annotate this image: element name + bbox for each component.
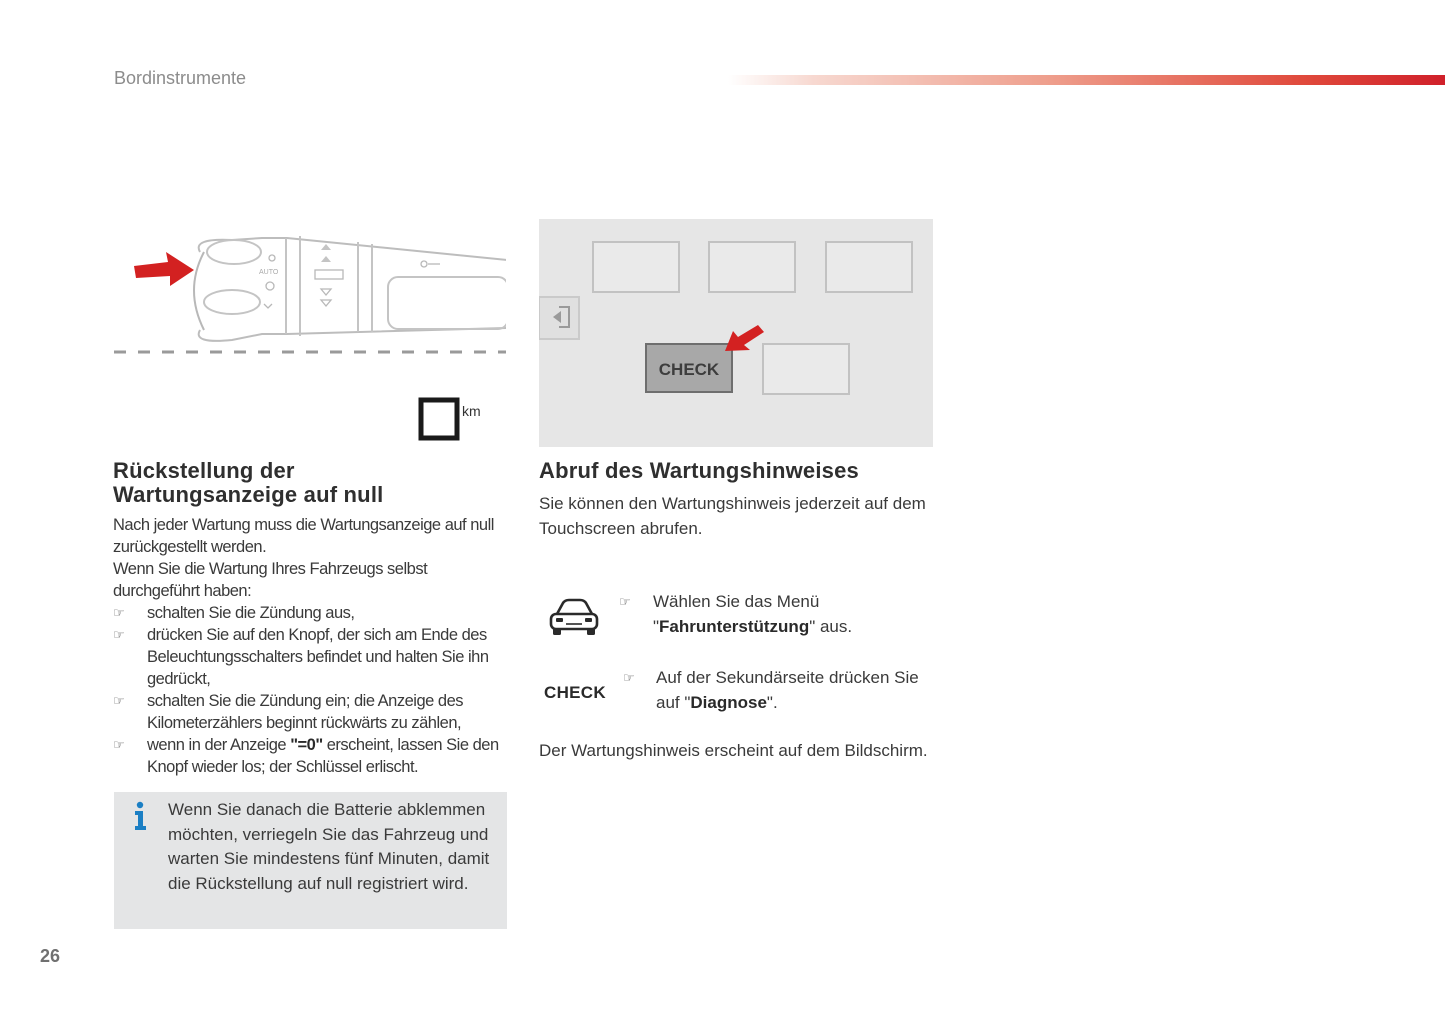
lighting-stalk-illustration: [112, 232, 506, 360]
pointing-hand-icon: ☞: [113, 693, 125, 708]
page-number: 26: [40, 946, 61, 966]
query-step-1: [653, 590, 933, 639]
list-item: [113, 734, 513, 778]
query-result: Der Wartungshinweis erscheint auf dem Bildschirm.: [539, 741, 928, 760]
header-title: Bordinstrumente: [114, 68, 247, 88]
stalk-auto-label: AUTO: [259, 269, 279, 276]
query-intro: Sie können den Wartungshinweis jederzeit auf dem Touchscreen abrufen.: [539, 494, 926, 538]
reset-steps-list: [113, 602, 513, 778]
query-section-heading: Abruf des Wartungshinweises: [539, 458, 859, 483]
pointing-hand-icon: ☞: [623, 670, 635, 685]
list-item: [113, 690, 513, 734]
query-step-1-bold: Fahrunterstützung: [659, 616, 810, 636]
pointing-hand-icon: ☞: [619, 594, 631, 609]
check-button-illustration: [646, 344, 732, 392]
odometer-unit: km: [462, 403, 481, 419]
reset-intro-1: Nach jeder Wartung muss die Wartungsanzeige auf null zurückgestellt werden.: [113, 516, 494, 556]
query-step-2-after: ".: [766, 692, 778, 712]
query-step-1-after: " aus.: [809, 616, 853, 636]
car-icon: [547, 598, 601, 638]
list-item: [113, 602, 513, 624]
reset-step-4-before: wenn in der Anzeige: [147, 736, 291, 754]
pointing-hand-icon: ☞: [113, 605, 125, 620]
reset-intro-2: Wenn Sie die Wartung Ihres Fahrzeugs selbst durchgeführt haben:: [113, 560, 428, 600]
reset-heading-line1: Rückstellung der: [113, 458, 295, 483]
check-button-label: CHECK: [658, 360, 720, 379]
info-box: [114, 792, 507, 929]
header-accent-bar: [728, 75, 1445, 85]
reset-step-3: schalten Sie die Zündung ein; die Anzeige des Kilometerzählers beginnt rückwärts zu zählen,: [147, 692, 463, 732]
reset-heading-line2: Wartungsanzeige auf null: [113, 482, 384, 507]
check-label: CHECK: [544, 683, 606, 702]
info-icon: [132, 800, 148, 832]
reset-step-4-bold: "=0": [290, 736, 323, 754]
touchscreen-illustration: [539, 219, 933, 447]
odometer-zero-icon: [418, 396, 488, 442]
reset-step-4-after: erscheint, lassen Sie den Knopf wieder los; der Schlüssel erlischt.: [147, 736, 499, 776]
reset-section-body: [113, 514, 513, 778]
pointing-hand-icon: ☞: [113, 737, 125, 752]
query-step-1-before: Wählen Sie das Menü ": [653, 592, 820, 636]
list-item: [113, 624, 513, 690]
reset-section-heading: [113, 459, 513, 507]
query-step-2: [656, 666, 936, 715]
pointing-hand-icon: ☞: [113, 627, 125, 642]
info-text: Wenn Sie danach die Batterie abklemmen möchten, verriegeln Sie das Fahrzeug und warten Sie mindestens fünf Minuten, damit die Rückstellung auf null registriert wird.: [168, 800, 490, 893]
reset-step-2: drücken Sie auf den Knopf, der sich am Ende des Beleuchtungsschalters befindet und halten Sie ihn gedrückt,: [147, 626, 489, 688]
reset-step-1: schalten Sie die Zündung aus,: [147, 604, 355, 622]
query-step-2-before: Auf der Sekundärseite drücken Sie auf ": [656, 668, 919, 712]
query-step-2-bold: Diagnose: [690, 692, 767, 712]
